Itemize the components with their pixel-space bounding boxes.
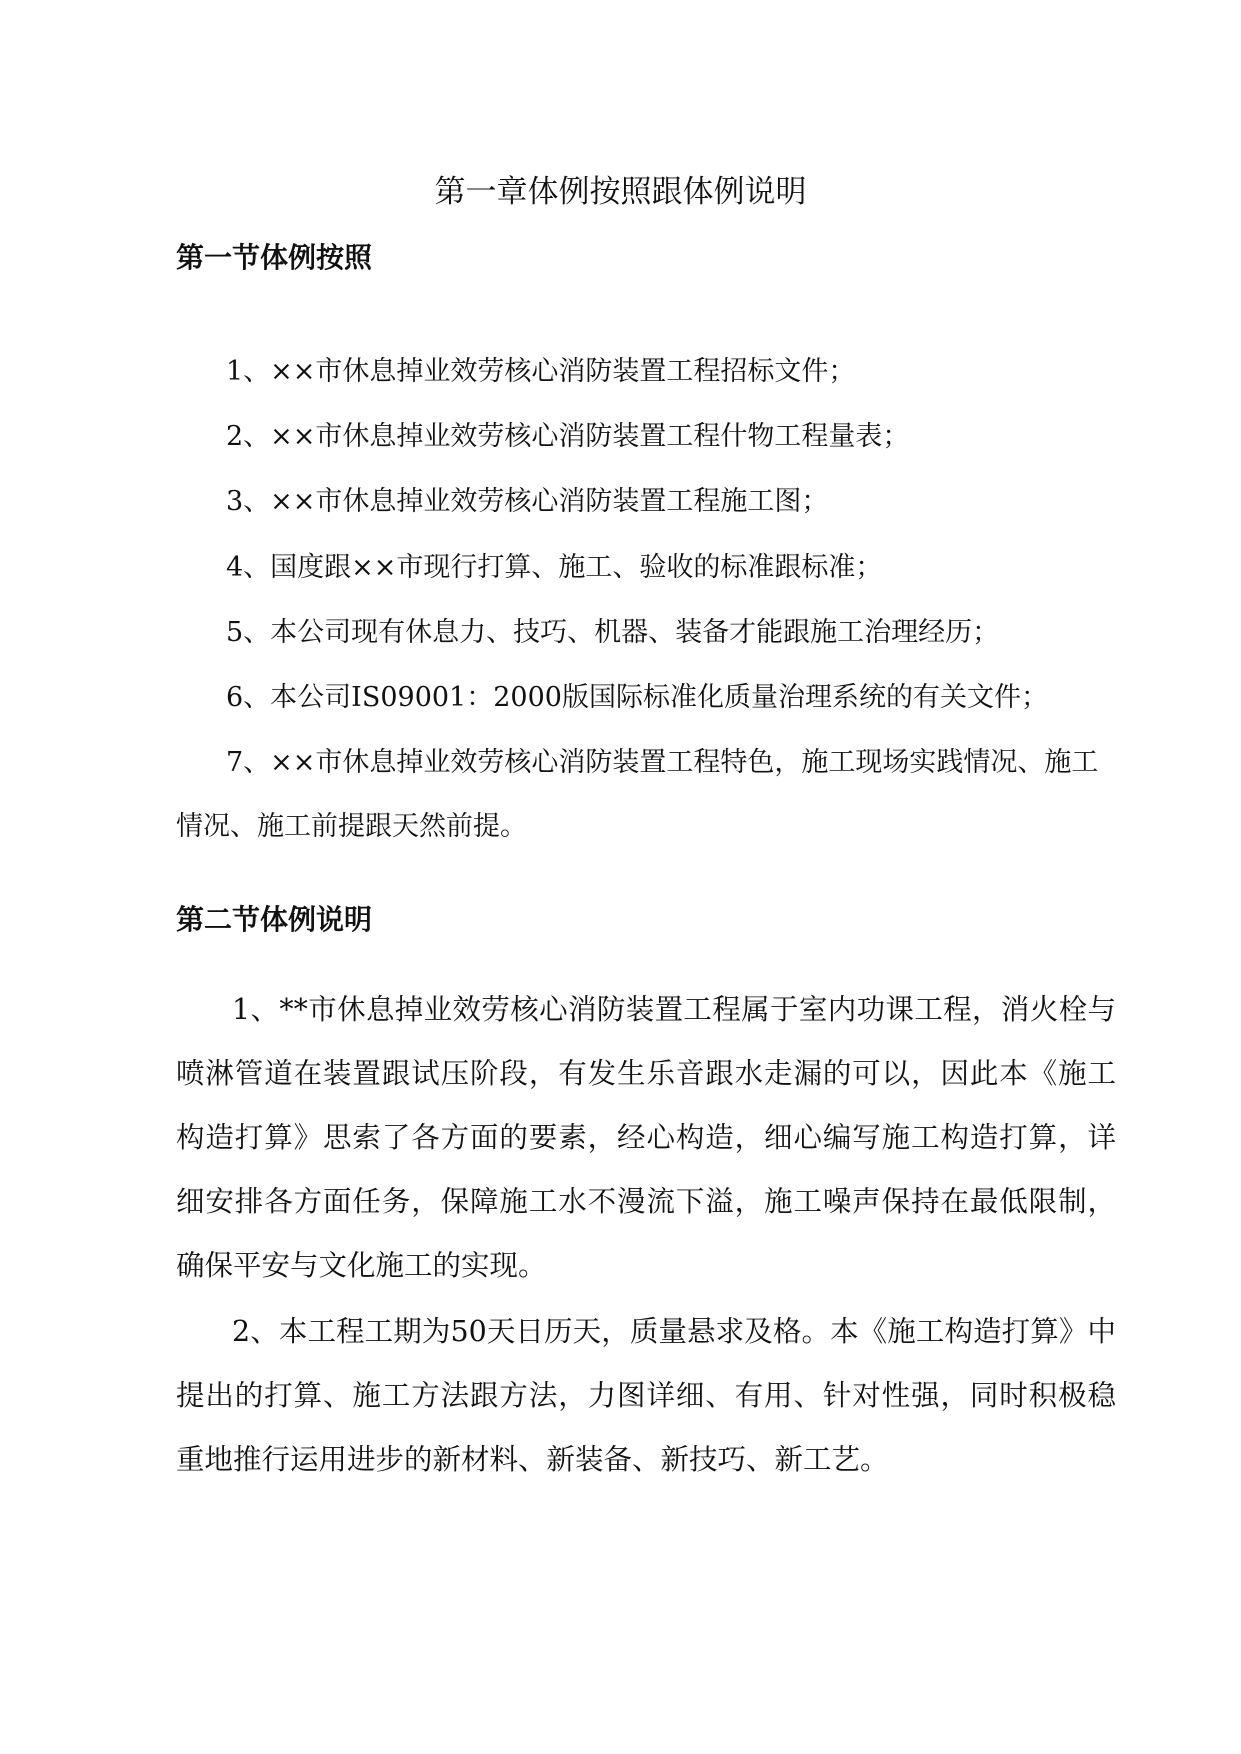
list-item: 4、国度跟××市现行打算、施工、验收的标准跟标准； — [226, 552, 883, 583]
chapter-title: 第一章体例按照跟体例说明 — [434, 174, 807, 210]
list-item: 5、本公司现有休息力、技巧、机器、装备才能跟施工治理经历； — [226, 617, 1000, 648]
section-heading-basis: 第一节体例按照 — [176, 241, 373, 274]
section-heading-explanation: 第二节体例说明 — [176, 903, 373, 936]
list-item: 7、××市休息掉业效劳核心消防装置工程特色，施工现场实践情况、施工情况、施工前提跟天然前提。 — [176, 747, 1099, 842]
list-item: 3、××市休息掉业效劳核心消防装置工程施工图； — [226, 486, 829, 517]
list-item: 2、××市休息掉业效劳核心消防装置工程什物工程量表； — [226, 421, 910, 452]
list-item: 1、××市休息掉业效劳核心消防装置工程招标文件； — [226, 356, 856, 387]
list-item: 6、本公司IS09001：2000版国际标准化质量治理系统的有关文件； — [226, 682, 1048, 713]
paragraph: 2、本工程工期为50天日历天，质量悬求及格。本《施工构造打算》中提出的打算、施工方法跟方法，力图详细、有用、针对性强，同时积极稳重地推行运用进步的新材料、新装备、新技巧、新工艺。 — [176, 1315, 1116, 1476]
paragraph: 1、**市休息掉业效劳核心消防装置工程属于室内功课工程，消火栓与喷淋管道在装置跟试压阶段，有发生乐音跟水走漏的可以，因此本《施工构造打算》思索了各方面的要素，经心构造，细心编写施工构造打算，详细安排各方面任务，保障施工水不漫流下溢，施工噪声保持在最低限制，确保平安与文化施工的实现。 — [176, 993, 1116, 1282]
